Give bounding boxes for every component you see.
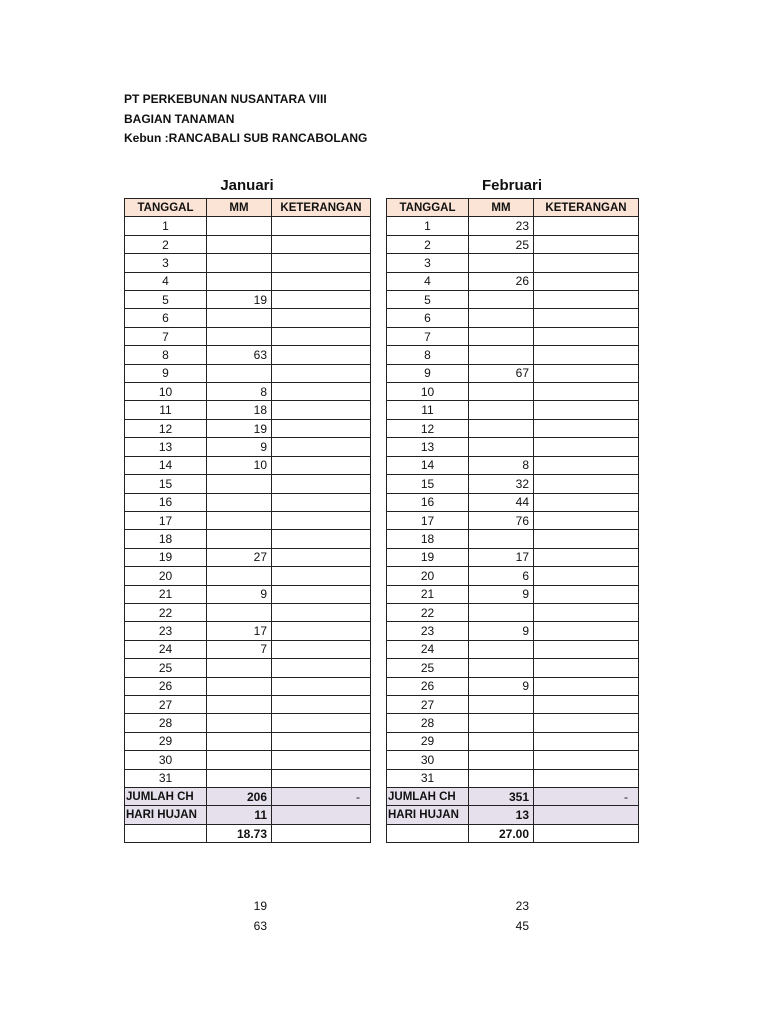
day-number: 21 — [125, 585, 207, 603]
day-row — [125, 456, 371, 474]
rainfall-mm — [469, 769, 534, 787]
average-value: 27.00 — [469, 824, 534, 842]
average-value: 18.73 — [207, 824, 272, 842]
keterangan-cell — [534, 732, 639, 750]
day-number: 4 — [125, 272, 207, 290]
day-row — [387, 548, 639, 566]
average-keterangan — [272, 824, 371, 842]
day-number: 4 — [387, 272, 469, 290]
day-row — [387, 640, 639, 658]
day-row — [387, 419, 639, 437]
keterangan-cell — [534, 291, 639, 309]
keterangan-cell — [534, 640, 639, 658]
jumlah-ch-row — [387, 788, 639, 806]
month-title-februari: Februari — [481, 177, 542, 194]
rainfall-mm — [469, 419, 534, 437]
rainfall-mm — [469, 438, 534, 456]
day-row — [125, 309, 371, 327]
day-number: 7 — [125, 327, 207, 345]
day-number: 3 — [387, 254, 469, 272]
day-number: 14 — [125, 456, 207, 474]
day-row — [125, 603, 371, 621]
keterangan-cell — [272, 548, 371, 566]
rainfall-mm: 7 — [207, 640, 272, 658]
day-row — [387, 456, 639, 474]
hari-hujan-keterangan — [272, 806, 371, 824]
rainfall-mm — [469, 383, 534, 401]
day-number: 5 — [125, 291, 207, 309]
day-number: 24 — [387, 640, 469, 658]
rainfall-mm — [207, 769, 272, 787]
rainfall-mm — [469, 714, 534, 732]
day-number: 27 — [125, 695, 207, 713]
day-row — [387, 272, 639, 290]
rainfall-mm — [207, 677, 272, 695]
column-header-mm: MM — [469, 199, 534, 217]
average-row — [125, 824, 371, 842]
rainfall-mm: 6 — [469, 567, 534, 585]
keterangan-cell — [534, 438, 639, 456]
rainfall-mm — [469, 530, 534, 548]
keterangan-cell — [272, 714, 371, 732]
jumlah-ch-row — [125, 788, 371, 806]
day-row — [387, 714, 639, 732]
day-number: 26 — [125, 677, 207, 695]
estate-name: Kebun :RANCABALI SUB RANCABOLANG — [124, 131, 368, 145]
day-number: 6 — [387, 309, 469, 327]
jumlah-ch-keterangan: - — [272, 788, 371, 806]
keterangan-cell — [534, 493, 639, 511]
rainfall-mm: 63 — [207, 346, 272, 364]
month-title-januari: Januari — [220, 177, 274, 194]
rainfall-mm: 8 — [207, 383, 272, 401]
day-row — [387, 438, 639, 456]
day-number: 19 — [125, 548, 207, 566]
keterangan-cell — [534, 659, 639, 677]
rainfall-mm: 8 — [469, 456, 534, 474]
keterangan-cell — [534, 272, 639, 290]
day-number: 29 — [125, 732, 207, 750]
day-row — [125, 327, 371, 345]
rainfall-mm — [207, 235, 272, 253]
day-row — [387, 383, 639, 401]
day-row — [387, 659, 639, 677]
day-row — [125, 419, 371, 437]
keterangan-cell — [272, 659, 371, 677]
day-row — [387, 530, 639, 548]
day-row — [125, 438, 371, 456]
rainfall-mm — [207, 714, 272, 732]
average-label-cell — [125, 824, 207, 842]
day-number: 17 — [387, 511, 469, 529]
jumlah-ch-keterangan: - — [534, 788, 639, 806]
day-row — [125, 493, 371, 511]
rainfall-mm: 19 — [207, 419, 272, 437]
rainfall-table-februari — [386, 198, 639, 843]
rainfall-mm: 17 — [469, 548, 534, 566]
below-value: 19 — [253, 899, 267, 913]
keterangan-cell — [272, 272, 371, 290]
keterangan-cell — [272, 603, 371, 621]
document-header — [124, 90, 367, 149]
day-row — [125, 475, 371, 493]
hari-hujan-label: HARI HUJAN — [125, 806, 207, 824]
keterangan-cell — [272, 530, 371, 548]
keterangan-cell — [534, 383, 639, 401]
day-row — [387, 309, 639, 327]
day-number: 9 — [125, 364, 207, 382]
keterangan-cell — [272, 364, 371, 382]
day-number: 31 — [125, 769, 207, 787]
day-row — [125, 548, 371, 566]
rainfall-mm — [469, 603, 534, 621]
hari-hujan-label: HARI HUJAN — [387, 806, 469, 824]
keterangan-cell — [272, 235, 371, 253]
day-number: 16 — [125, 493, 207, 511]
day-row — [125, 769, 371, 787]
day-row — [125, 585, 371, 603]
day-number: 10 — [125, 383, 207, 401]
keterangan-cell — [534, 751, 639, 769]
day-number: 2 — [387, 235, 469, 253]
day-row — [387, 769, 639, 787]
hari-hujan-keterangan — [534, 806, 639, 824]
day-number: 12 — [387, 419, 469, 437]
day-number: 11 — [125, 401, 207, 419]
below-value: 45 — [515, 918, 529, 933]
keterangan-cell — [272, 438, 371, 456]
day-number: 30 — [387, 751, 469, 769]
rainfall-mm — [469, 309, 534, 327]
keterangan-cell — [534, 530, 639, 548]
hari-hujan-value: 13 — [469, 806, 534, 824]
column-header-tanggal: TANGGAL — [387, 199, 469, 217]
day-row — [387, 217, 639, 235]
rainfall-mm — [207, 272, 272, 290]
rainfall-mm: 9 — [469, 622, 534, 640]
day-number: 25 — [387, 659, 469, 677]
rainfall-mm — [469, 640, 534, 658]
day-number: 15 — [387, 475, 469, 493]
day-row — [125, 401, 371, 419]
keterangan-cell — [534, 254, 639, 272]
keterangan-cell — [272, 493, 371, 511]
day-number: 12 — [125, 419, 207, 437]
day-number: 15 — [125, 475, 207, 493]
day-number: 23 — [125, 622, 207, 640]
keterangan-cell — [272, 419, 371, 437]
rainfall-table-januari — [124, 198, 371, 843]
day-number: 24 — [125, 640, 207, 658]
keterangan-cell — [272, 640, 371, 658]
rainfall-mm: 27 — [207, 548, 272, 566]
day-row — [125, 511, 371, 529]
day-row — [125, 235, 371, 253]
jumlah-ch-value: 206 — [207, 788, 272, 806]
day-number: 11 — [387, 401, 469, 419]
below-value: 63 — [253, 918, 267, 933]
keterangan-cell — [534, 364, 639, 382]
day-row — [125, 751, 371, 769]
department-name: BAGIAN TANAMAN — [124, 111, 235, 126]
table-header-row — [125, 199, 371, 217]
rainfall-mm — [469, 327, 534, 345]
day-number: 30 — [125, 751, 207, 769]
day-number: 13 — [387, 438, 469, 456]
keterangan-cell — [534, 567, 639, 585]
rainfall-mm — [469, 291, 534, 309]
keterangan-cell — [534, 401, 639, 419]
day-number: 17 — [125, 511, 207, 529]
day-row — [125, 622, 371, 640]
day-row — [387, 291, 639, 309]
keterangan-cell — [534, 769, 639, 787]
day-row — [387, 346, 639, 364]
day-number: 20 — [125, 567, 207, 585]
keterangan-cell — [272, 511, 371, 529]
day-row — [125, 254, 371, 272]
keterangan-cell — [534, 603, 639, 621]
day-row — [125, 530, 371, 548]
keterangan-cell — [272, 677, 371, 695]
day-row — [125, 272, 371, 290]
rainfall-mm — [207, 511, 272, 529]
keterangan-cell — [534, 475, 639, 493]
keterangan-cell — [534, 622, 639, 640]
hari-hujan-value: 11 — [207, 806, 272, 824]
jumlah-ch-value: 351 — [469, 788, 534, 806]
day-number: 7 — [387, 327, 469, 345]
keterangan-cell — [534, 714, 639, 732]
keterangan-cell — [534, 235, 639, 253]
day-row — [125, 640, 371, 658]
rainfall-mm: 17 — [207, 622, 272, 640]
keterangan-cell — [272, 309, 371, 327]
day-row — [387, 475, 639, 493]
rainfall-mm: 9 — [207, 585, 272, 603]
day-number: 10 — [387, 383, 469, 401]
keterangan-cell — [272, 732, 371, 750]
rainfall-mm: 9 — [469, 585, 534, 603]
day-number: 1 — [387, 217, 469, 235]
day-row — [125, 677, 371, 695]
day-row — [125, 695, 371, 713]
keterangan-cell — [272, 585, 371, 603]
keterangan-cell — [534, 309, 639, 327]
day-number: 1 — [125, 217, 207, 235]
day-number: 5 — [387, 291, 469, 309]
keterangan-cell — [534, 548, 639, 566]
rainfall-mm: 23 — [469, 217, 534, 235]
day-row — [387, 401, 639, 419]
day-number: 23 — [387, 622, 469, 640]
rainfall-mm — [469, 695, 534, 713]
jumlah-ch-label: JUMLAH CH — [125, 788, 207, 806]
day-row — [125, 217, 371, 235]
keterangan-cell — [272, 383, 371, 401]
day-number: 28 — [387, 714, 469, 732]
rainfall-mm: 76 — [469, 511, 534, 529]
column-header-mm: MM — [207, 199, 272, 217]
keterangan-cell — [534, 327, 639, 345]
day-number: 16 — [387, 493, 469, 511]
keterangan-cell — [272, 695, 371, 713]
day-row — [387, 493, 639, 511]
below-values-februari — [468, 897, 533, 936]
day-number: 2 — [125, 235, 207, 253]
keterangan-cell — [272, 475, 371, 493]
rainfall-mm: 18 — [207, 401, 272, 419]
rainfall-mm — [207, 659, 272, 677]
day-number: 28 — [125, 714, 207, 732]
day-number: 21 — [387, 585, 469, 603]
day-number: 20 — [387, 567, 469, 585]
day-number: 8 — [125, 346, 207, 364]
keterangan-cell — [272, 456, 371, 474]
day-number: 22 — [387, 603, 469, 621]
keterangan-cell — [272, 217, 371, 235]
day-number: 19 — [387, 548, 469, 566]
keterangan-cell — [272, 291, 371, 309]
rainfall-mm — [469, 401, 534, 419]
keterangan-cell — [534, 217, 639, 235]
table-header-row — [387, 199, 639, 217]
day-number: 31 — [387, 769, 469, 787]
rainfall-mm — [207, 327, 272, 345]
day-number: 6 — [125, 309, 207, 327]
day-row — [387, 327, 639, 345]
day-row — [387, 732, 639, 750]
rainfall-mm: 44 — [469, 493, 534, 511]
average-row — [387, 824, 639, 842]
day-row — [387, 677, 639, 695]
day-row — [125, 346, 371, 364]
keterangan-cell — [534, 419, 639, 437]
day-row — [125, 714, 371, 732]
rainfall-mm: 19 — [207, 291, 272, 309]
rainfall-mm: 9 — [207, 438, 272, 456]
rainfall-mm — [207, 254, 272, 272]
rainfall-mm — [207, 567, 272, 585]
day-row — [387, 235, 639, 253]
rainfall-mm — [207, 732, 272, 750]
rainfall-mm — [469, 659, 534, 677]
day-row — [387, 567, 639, 585]
keterangan-cell — [272, 346, 371, 364]
rainfall-mm: 26 — [469, 272, 534, 290]
day-number: 18 — [387, 530, 469, 548]
rainfall-mm: 9 — [469, 677, 534, 695]
rainfall-mm — [207, 603, 272, 621]
below-values-januari — [206, 897, 271, 936]
column-header-tanggal: TANGGAL — [125, 199, 207, 217]
day-row — [125, 383, 371, 401]
day-row — [125, 567, 371, 585]
rainfall-mm — [207, 364, 272, 382]
keterangan-cell — [272, 401, 371, 419]
day-number: 26 — [387, 677, 469, 695]
keterangan-cell — [534, 677, 639, 695]
day-number: 9 — [387, 364, 469, 382]
keterangan-cell — [272, 327, 371, 345]
keterangan-cell — [272, 567, 371, 585]
day-row — [387, 585, 639, 603]
rainfall-mm — [207, 475, 272, 493]
hari-hujan-row — [387, 806, 639, 824]
keterangan-cell — [534, 511, 639, 529]
rainfall-mm — [207, 217, 272, 235]
day-row — [387, 364, 639, 382]
keterangan-cell — [534, 695, 639, 713]
rainfall-mm — [207, 530, 272, 548]
day-number: 29 — [387, 732, 469, 750]
day-row — [125, 732, 371, 750]
day-row — [387, 254, 639, 272]
keterangan-cell — [272, 769, 371, 787]
hari-hujan-row — [125, 806, 371, 824]
day-row — [125, 659, 371, 677]
column-header-keterangan: KETERANGAN — [272, 199, 371, 217]
rainfall-mm — [469, 732, 534, 750]
rainfall-mm — [469, 254, 534, 272]
jumlah-ch-label: JUMLAH CH — [387, 788, 469, 806]
rainfall-mm: 67 — [469, 364, 534, 382]
day-row — [387, 622, 639, 640]
average-keterangan — [534, 824, 639, 842]
company-name: PT PERKEBUNAN NUSANTARA VIII — [124, 92, 327, 106]
below-value: 23 — [515, 899, 529, 913]
day-row — [125, 291, 371, 309]
rainfall-mm — [469, 346, 534, 364]
day-row — [387, 603, 639, 621]
rainfall-mm: 10 — [207, 456, 272, 474]
day-row — [387, 695, 639, 713]
keterangan-cell — [534, 585, 639, 603]
day-number: 3 — [125, 254, 207, 272]
rainfall-mm: 25 — [469, 235, 534, 253]
keterangan-cell — [272, 622, 371, 640]
day-number: 8 — [387, 346, 469, 364]
day-row — [125, 364, 371, 382]
average-label-cell — [387, 824, 469, 842]
day-number: 14 — [387, 456, 469, 474]
keterangan-cell — [272, 254, 371, 272]
keterangan-cell — [272, 751, 371, 769]
keterangan-cell — [534, 346, 639, 364]
day-row — [387, 751, 639, 769]
rainfall-mm — [207, 695, 272, 713]
rainfall-mm: 32 — [469, 475, 534, 493]
rainfall-mm — [469, 751, 534, 769]
column-header-keterangan: KETERANGAN — [534, 199, 639, 217]
day-row — [387, 511, 639, 529]
day-number: 13 — [125, 438, 207, 456]
day-number: 22 — [125, 603, 207, 621]
day-number: 18 — [125, 530, 207, 548]
rainfall-mm — [207, 309, 272, 327]
keterangan-cell — [534, 456, 639, 474]
day-number: 25 — [125, 659, 207, 677]
rainfall-mm — [207, 751, 272, 769]
rainfall-mm — [207, 493, 272, 511]
day-number: 27 — [387, 695, 469, 713]
